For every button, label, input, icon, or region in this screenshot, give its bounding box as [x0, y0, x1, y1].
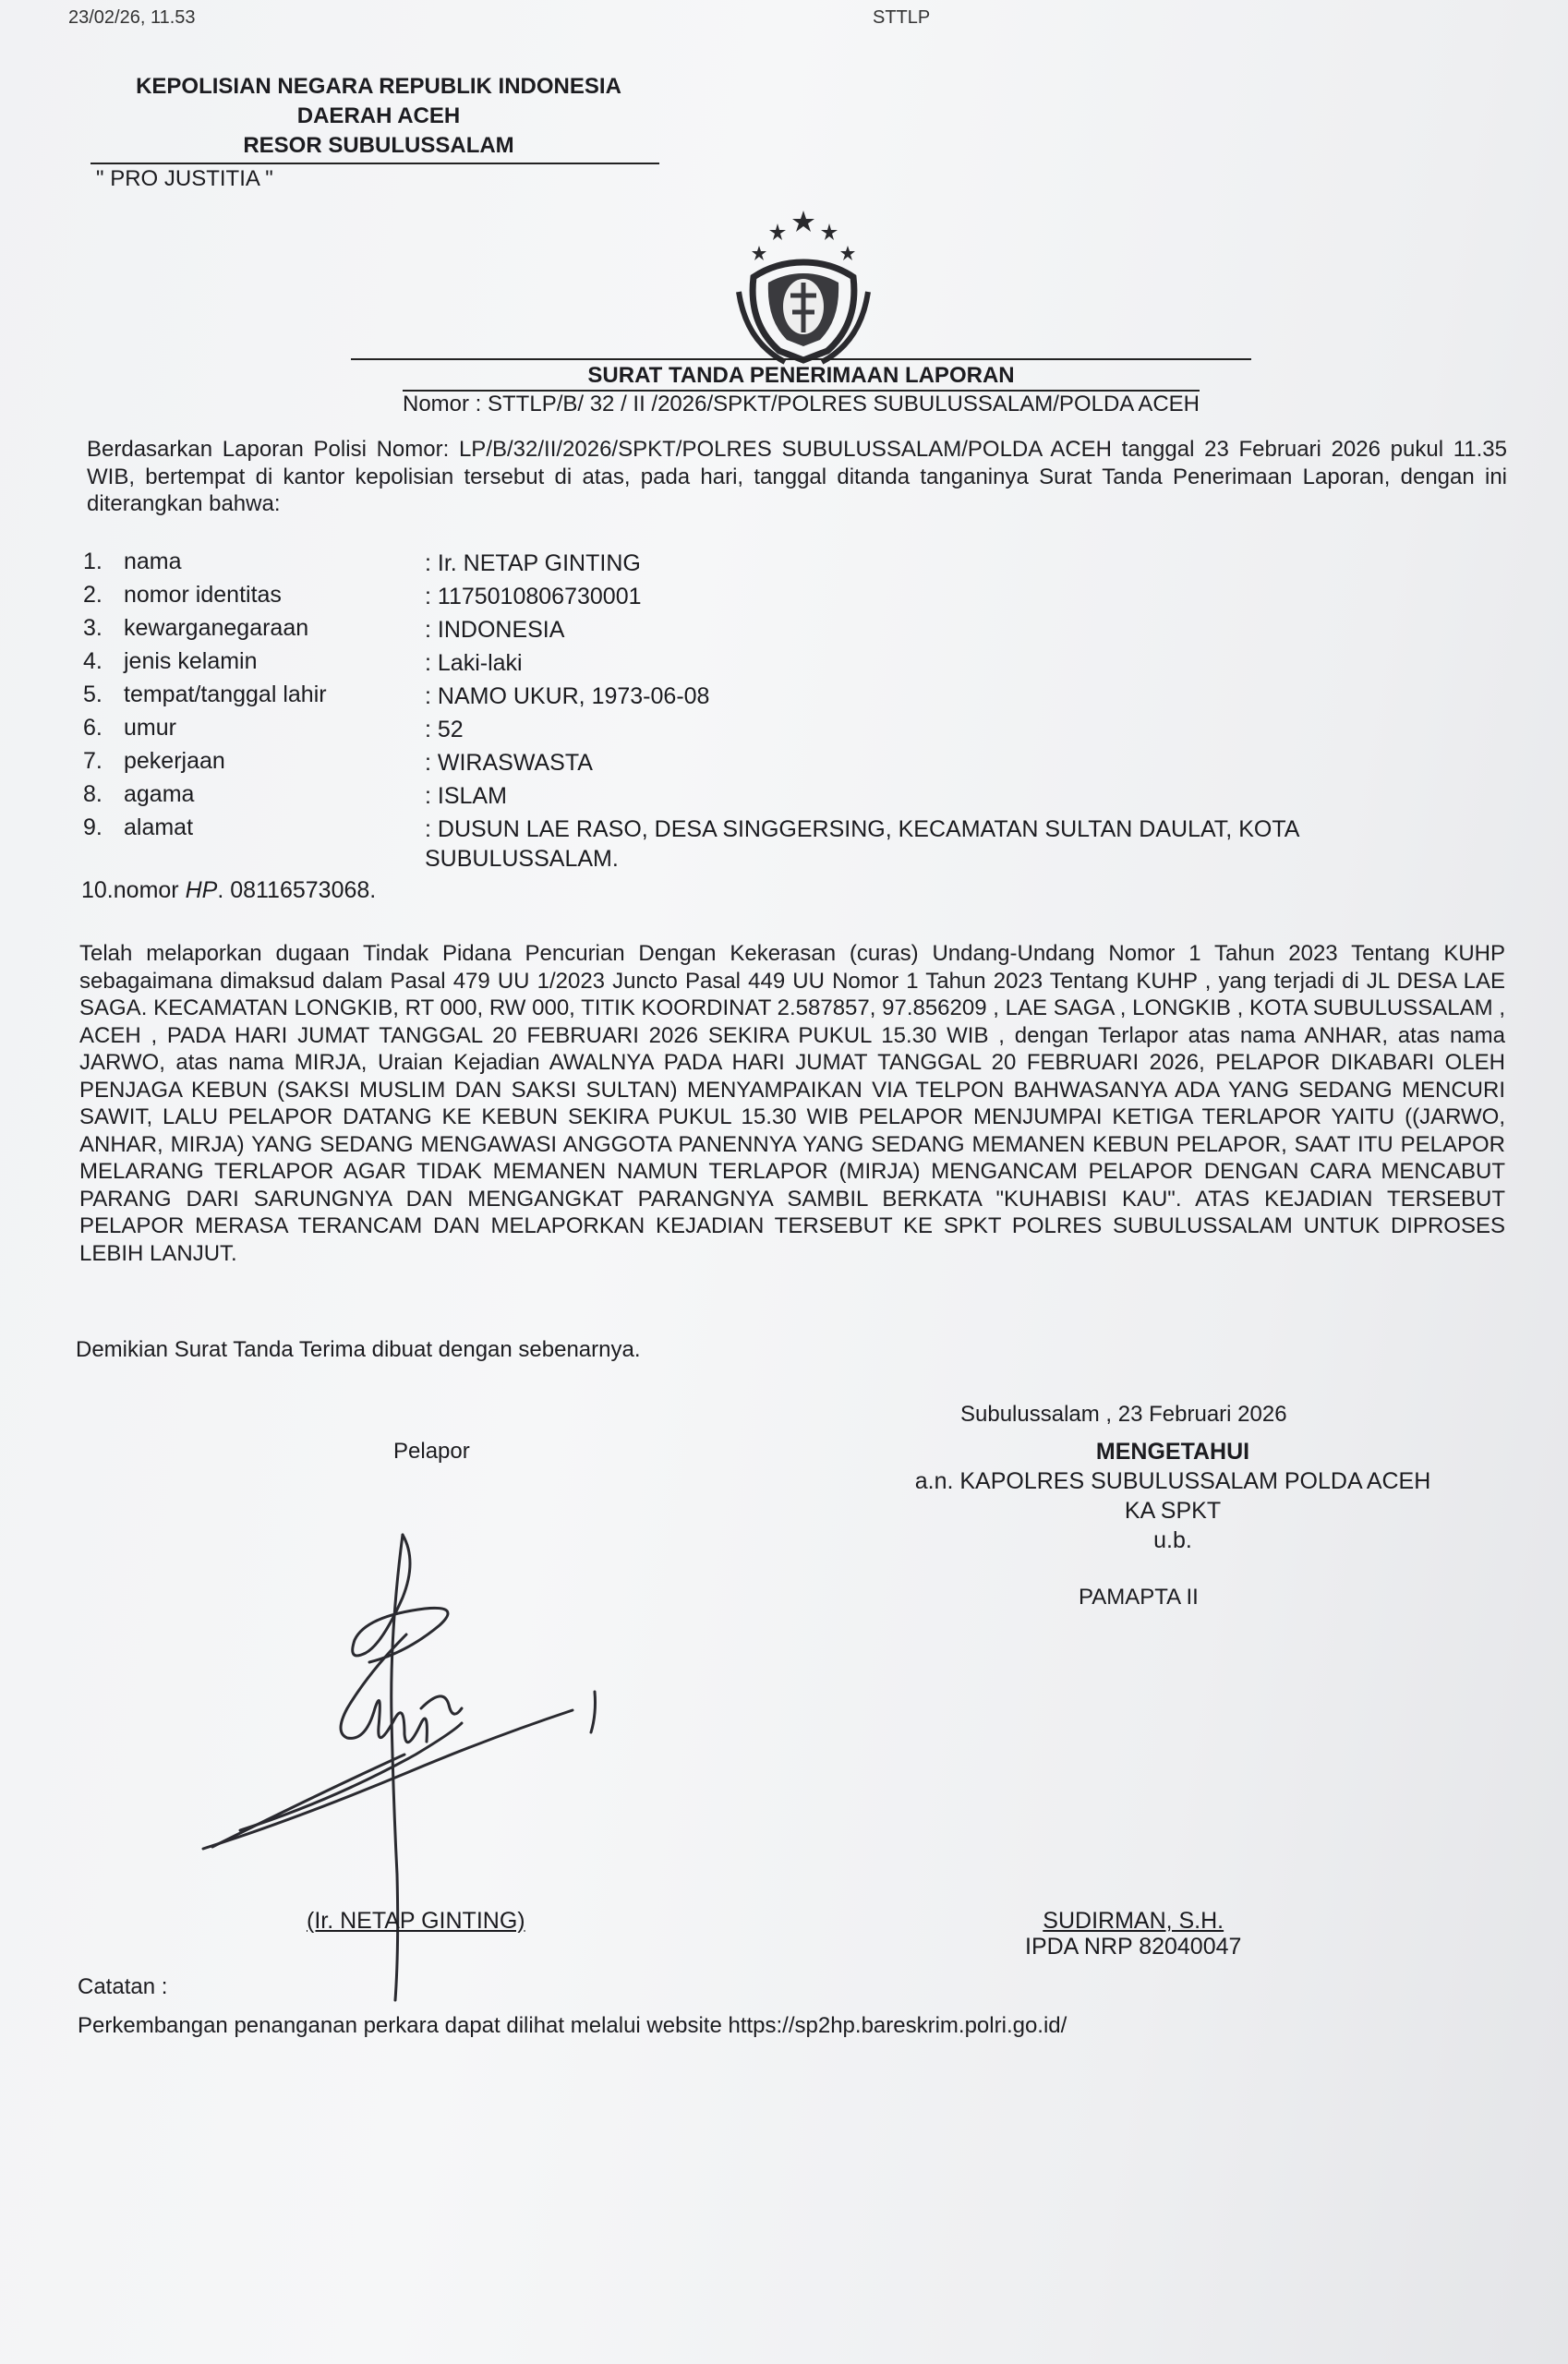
- field-label: nomor: [113, 877, 186, 903]
- agency-underline: [90, 163, 659, 164]
- police-emblem-icon: [720, 203, 887, 369]
- field-number: 5.: [83, 681, 103, 707]
- field-number: 9.: [83, 814, 103, 840]
- pro-justitia: " PRO JUSTITIA ": [96, 166, 273, 191]
- document-number: Nomor : STTLP/B/ 32 / II /2026/SPKT/POLRES SUBULUSSALAM/POLDA ACEH: [403, 392, 1200, 416]
- field-label: tempat/tanggal lahir: [124, 681, 327, 707]
- officer-position: PAMAPTA II: [1079, 1585, 1199, 1610]
- field-number: 8.: [83, 781, 103, 807]
- officer-rank-nrp: IPDA NRP 82040047: [1025, 1934, 1242, 1960]
- field-number: 1.: [83, 549, 103, 574]
- officer-name: SUDIRMAN, S.H.: [1043, 1908, 1224, 1934]
- field-value: . 08116573068.: [217, 877, 377, 903]
- notes-label: Catatan :: [78, 1974, 168, 1999]
- field-row-tempat-tanggal-lahir: [83, 681, 1505, 715]
- document-title: SURAT TANDA PENERIMAAN LAPORAN: [351, 358, 1251, 390]
- field-row-umur: [83, 715, 1505, 748]
- field-number: 7.: [83, 748, 103, 774]
- field-value: : WIRASWASTA: [425, 750, 593, 776]
- field-row-nama: [83, 549, 1505, 582]
- field-label: nama: [124, 549, 182, 574]
- print-datetime: 23/02/26, 11.53: [68, 7, 196, 28]
- reporter-name: (Ir. NETAP GINTING): [307, 1908, 525, 1934]
- field-value: : ISLAM: [425, 783, 507, 809]
- field-value: : Ir. NETAP GINTING: [425, 550, 641, 576]
- field-value: : INDONESIA: [425, 617, 565, 643]
- field-row-nomor-identitas: [83, 582, 1505, 615]
- ub-label: u.b.: [1153, 1527, 1192, 1553]
- report-body-paragraph: Telah melaporkan dugaan Tindak Pidana Pencurian Dengan Kekerasan (curas) Undang-Undang Nomor 1 Tahun 2023 Tentang KUHP sebagaimana dimaksud dalam Pasal 479 UU 1/2023 Juncto Pasal 449 UU Nomor 1 Tahun 2023 Tentang KUHP , yang terjadi di JL DESA LAE SAGA. KECAMATAN LONGKIB, RT 000, RW 000, TITIK KOORDINAT 2.587857, 97.856209 , LAE SAGA , LONGKIB , KOTA SUBULUSSALAM , ACEH , PADA HARI JUMAT TANGGAL 20 FEBRUARI 2026 SEKIRA PUKUL 15.30 WIB , dengan Terlapor atas nama ANHAR, atas nama JARWO, atas nama MIRJA, Uraian Kejadian AWALNYA PADA HARI JUMAT TANGGAL 20 FEBRUARI 2026, PELAPOR DIKABARI OLEH PENJAGA KEBUN (SAKSI MUSLIM DAN SAKSI SULTAN) MENYAMPAIKAN VIA TELPON BAHWASANYA ADA YANG SEDANG MENCURI SAWIT, LALU PELAPOR DATANG KE KEBUN SEKIRA PUKUL 15.30 WIB PELAPOR MENJUMPAI KETIGA TERLAPOR YAITU ((JARWO, ANHAR, MIRJA) YANG SEDANG MENGAWASI ANGGOTA PANENNYA YANG SEDANG MEMANEN KEBUN PELAPOR, SAAT ITU PELAPOR MELARANG TERLAPOR AGAR TIDAK MEMANEN NAMUN TERLAPOR (MIRJA) MENGANCAM PELAPOR DENGAN CARA MENCABUT PARANG DARI SARUNGNYA DAN MENGANGKAT PARANGNYA SAMBIL BERKATA "KUHABISI KAU". ATAS KEJADIAN TERSEBUT PELAPOR MERASA TERANCAM DAN MELAPORKAN KEJADIAN TERSEBUT KE SPKT POLRES SUBULUSSALAM UNTUK DIPROSES LEBIH LANJUT.: [79, 941, 1505, 1266]
- field-row-jenis-kelamin: [83, 648, 1505, 681]
- field-label: nomor identitas: [124, 582, 282, 608]
- intro-paragraph: Berdasarkan Laporan Polisi Nomor: LP/B/32/II/2026/SPKT/POLRES SUBULUSSALAM/POLDA ACEH tanggal 23 Februari 2026 pukul 11.35 WIB, bertempat di kantor kepolisian tersebut di atas, pada hari, tanggal ditanda tanganinya Surat Tanda Penerimaan Laporan, dengan ini diterangkan bahwa:: [87, 437, 1507, 516]
- reporter-fields: [83, 549, 1505, 877]
- field-row-phone: [81, 877, 376, 904]
- field-row-agama: [83, 781, 1505, 814]
- field-number: 3.: [83, 615, 103, 641]
- field-number: 4.: [83, 648, 103, 674]
- field-label: kewarganegaraan: [124, 615, 309, 641]
- field-label-italic: HP: [185, 877, 218, 903]
- field-row-kewarganegaraan: [83, 615, 1505, 648]
- field-value: : NAMO UKUR, 1973-06-08: [425, 683, 710, 709]
- field-label: jenis kelamin: [124, 648, 258, 674]
- field-row-alamat: [83, 814, 1505, 877]
- print-doc-code: STTLP: [873, 7, 931, 28]
- place-date: Subulussalam , 23 Februari 2026: [960, 1402, 1287, 1427]
- field-value: : Laki-laki: [425, 650, 523, 676]
- agency-line-2: DAERAH ACEH: [296, 103, 461, 128]
- officer-signature-block: [1025, 1908, 1241, 1960]
- tracking-note: Perkembangan penanganan perkara dapat dilihat melalui website https://sp2hp.bareskrim.polri.go.id/: [78, 2013, 1067, 2038]
- on-behalf-of: a.n. KAPOLRES SUBULUSSALAM POLDA ACEH: [914, 1468, 1431, 1494]
- field-label: agama: [124, 781, 195, 807]
- field-label: alamat: [124, 814, 194, 840]
- mengetahui-label: MENGETAHUI: [1095, 1439, 1250, 1465]
- agency-line-3: RESOR SUBULUSSALAM: [243, 133, 514, 158]
- field-value: : 1175010806730001: [425, 584, 642, 609]
- agency-line-1: KEPOLISIAN NEGARA REPUBLIK INDONESIA: [136, 74, 621, 99]
- authority-block: [831, 1437, 1514, 1555]
- field-label: pekerjaan: [124, 748, 225, 774]
- field-value: : 52: [425, 717, 464, 742]
- field-number: 10.: [81, 877, 114, 903]
- title-block: [351, 358, 1251, 417]
- unit-name: KA SPKT: [1124, 1498, 1222, 1524]
- reporter-caption: Pelapor: [393, 1439, 470, 1464]
- agency-header: [92, 72, 665, 161]
- field-number: 6.: [83, 715, 103, 741]
- field-number: 2.: [83, 582, 103, 608]
- field-label: umur: [124, 715, 176, 741]
- field-row-pekerjaan: [83, 748, 1505, 781]
- field-value: : DUSUN LAE RASO, DESA SINGGERSING, KECAMATAN SULTAN DAULAT, KOTA SUBULUSSALAM.: [425, 816, 1299, 872]
- closing-statement: Demikian Surat Tanda Terima dibuat dengan sebenarnya.: [76, 1337, 641, 1362]
